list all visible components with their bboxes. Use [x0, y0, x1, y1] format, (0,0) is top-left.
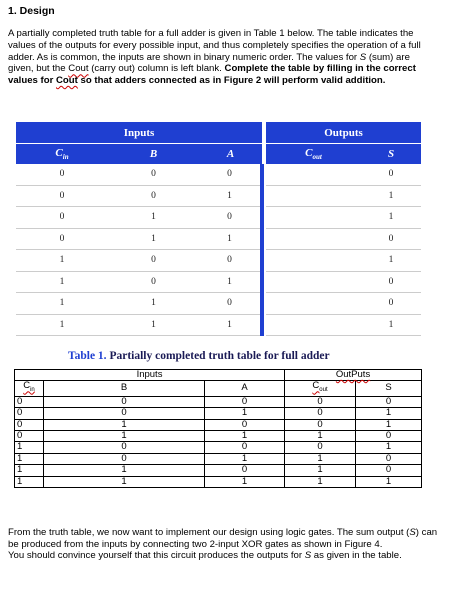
outro-text-4: as given in the table. — [311, 550, 402, 562]
table-row — [15, 408, 422, 419]
cell-cout: 1 — [285, 453, 356, 464]
intro-bold-1: Complete the table by filling in the correct values for — [8, 63, 416, 87]
table-row — [16, 314, 421, 336]
cell-a: 0 — [199, 250, 262, 272]
cell-a: 1 — [205, 408, 285, 419]
cell-a: 0 — [199, 207, 262, 229]
outro-s-var-1: S — [409, 527, 416, 538]
cell-cout — [266, 250, 361, 272]
table1-body — [16, 164, 421, 336]
cell-s: 1 — [361, 207, 421, 229]
table-row — [16, 271, 421, 293]
cell-cout — [266, 293, 361, 315]
cell-s: 0 — [356, 453, 422, 464]
cell-s: 1 — [361, 314, 421, 336]
cell-b: 1 — [44, 476, 205, 487]
cell-b: 0 — [108, 164, 199, 185]
cell-cout — [266, 207, 361, 229]
cell-cin: 0 — [15, 430, 44, 441]
cell-cin: 1 — [16, 293, 108, 315]
cell-a: 0 — [205, 465, 285, 476]
cell-s: 0 — [361, 271, 421, 293]
cell-b: 0 — [44, 408, 205, 419]
cell-s: 1 — [361, 185, 421, 207]
truth-table-styled — [16, 122, 421, 336]
cell-cin: 0 — [16, 164, 108, 185]
cell-s: 0 — [356, 465, 422, 476]
table-row — [15, 465, 422, 476]
cell-s: 0 — [356, 430, 422, 441]
cell-cout — [266, 228, 361, 250]
intro-text-1: A partially completed truth table for a full adder is given in Table 1 below. The table indicates the values of the outputs for every possible input, and thus completely specifies the operation of a full adder. As is common, the inputs are shown in binary numeric order. The values for — [8, 28, 421, 63]
table2-inputs-header: Inputs — [15, 370, 285, 381]
table2-body — [15, 396, 422, 487]
cell-s: 1 — [356, 408, 422, 419]
table1-inputs-header: Inputs — [16, 122, 262, 144]
cell-b: 0 — [44, 442, 205, 453]
table1-col-cout: $C_{out}$ — [266, 144, 361, 165]
table1-caption — [68, 350, 330, 362]
cell-a: 0 — [205, 442, 285, 453]
cell-cin: 1 — [16, 271, 108, 293]
table1-col-a: A — [199, 144, 262, 165]
table2-col-cout: $C_{out}$ — [285, 381, 356, 396]
outro-text-2: ) can be produced from the inputs by connecting two 2-input XOR gates as shown in Figure 4. — [8, 527, 438, 550]
cell-b: 0 — [44, 396, 205, 407]
cell-cout — [266, 185, 361, 207]
cell-s: 0 — [361, 293, 421, 315]
cell-cin: 0 — [15, 419, 44, 430]
cell-a: 1 — [199, 314, 262, 336]
table-row — [16, 164, 421, 185]
cell-s: 1 — [361, 250, 421, 272]
intro-cout-word: Cout — [68, 63, 89, 75]
cell-b: 1 — [44, 419, 205, 430]
table1-col-s: S — [361, 144, 421, 165]
table-row — [16, 228, 421, 250]
cell-s: 1 — [356, 442, 422, 453]
outro-s-var-2: S — [304, 550, 312, 562]
cell-s: 0 — [361, 164, 421, 185]
cell-a: 1 — [205, 476, 285, 487]
table-row — [16, 185, 421, 207]
table1-outputs-header: Outputs — [266, 122, 421, 144]
cell-a: 1 — [205, 453, 285, 464]
table2-col-cin: $C_{in}$ — [15, 381, 44, 396]
cell-cout: 1 — [285, 476, 356, 487]
cell-cin: 0 — [16, 185, 108, 207]
cell-cin: 0 — [16, 228, 108, 250]
cell-a: 0 — [199, 293, 262, 315]
table2-outputs-header: OutPuts — [285, 370, 422, 381]
cell-s: 1 — [356, 419, 422, 430]
cell-cin: 1 — [16, 314, 108, 336]
outro-text-3: You should convince yourself that this circuit produces the outputs for — [8, 550, 305, 562]
table-row — [15, 396, 422, 407]
cell-b: 1 — [108, 314, 199, 336]
cell-a: 1 — [199, 228, 262, 250]
table2-col-a: A — [205, 381, 285, 396]
cell-cin: 1 — [15, 442, 44, 453]
cell-cout — [266, 271, 361, 293]
table2-col-b: B — [44, 381, 205, 396]
cell-a: 0 — [205, 419, 285, 430]
cell-b: 1 — [44, 465, 205, 476]
table-row — [15, 453, 422, 464]
cell-cout: 0 — [285, 442, 356, 453]
section-heading: 1. Design — [8, 5, 55, 17]
cell-a: 1 — [205, 430, 285, 441]
cell-b: 1 — [108, 293, 199, 315]
caption-text: Partially completed truth table for full adder — [106, 350, 330, 362]
intro-s-var: S — [359, 51, 367, 63]
cell-cout: 0 — [285, 396, 356, 407]
cell-a: 1 — [199, 185, 262, 207]
intro-text-2: (sum) are given, but the — [8, 51, 410, 75]
cell-cin: 1 — [15, 453, 44, 464]
table-row — [15, 442, 422, 453]
cell-cin: 0 — [15, 408, 44, 419]
cell-cin: 1 — [15, 465, 44, 476]
cell-b: 0 — [108, 250, 199, 272]
cell-cout — [266, 314, 361, 336]
cell-b: 1 — [108, 207, 199, 229]
truth-table-completed — [14, 369, 422, 488]
cell-cin: 0 — [16, 207, 108, 229]
table2-group-header — [15, 370, 422, 381]
intro-bold-cout: Cout — [56, 75, 78, 87]
table-row — [15, 476, 422, 487]
cell-a: 1 — [199, 271, 262, 293]
cell-a: 0 — [205, 396, 285, 407]
cell-cin: 0 — [15, 396, 44, 407]
outro-text-1: From the truth table, we now want to implement our design using logic gates. The sum output ( — [8, 527, 410, 538]
outro-paragraph — [8, 527, 448, 562]
table-row — [15, 430, 422, 441]
intro-text-3: (carry out) column is left blank. — [88, 63, 225, 75]
cell-cout: 0 — [285, 408, 356, 419]
table-row — [16, 293, 421, 315]
table1-col-cin: $C_{in}$ — [16, 144, 108, 165]
cell-cout: 1 — [285, 430, 356, 441]
cell-s: 1 — [356, 476, 422, 487]
cell-b: 1 — [44, 430, 205, 441]
cell-cout — [266, 164, 361, 185]
caption-number: Table 1. — [68, 350, 107, 362]
table1-col-b: B — [108, 144, 199, 165]
cell-cin: 1 — [15, 476, 44, 487]
table-row — [16, 207, 421, 229]
cell-cout: 1 — [285, 465, 356, 476]
intro-bold-2: so that adders connected as in Figure 2 will perform valid addition. — [77, 75, 386, 87]
table-row — [16, 250, 421, 272]
table1-column-header — [16, 144, 421, 165]
cell-b: 0 — [44, 453, 205, 464]
cell-cin: 1 — [16, 250, 108, 272]
cell-b: 0 — [108, 185, 199, 207]
intro-paragraph — [8, 28, 438, 87]
table2-col-s: S — [356, 381, 422, 396]
cell-s: 0 — [356, 396, 422, 407]
cell-s: 0 — [361, 228, 421, 250]
cell-b: 0 — [108, 271, 199, 293]
table1-group-header — [16, 122, 421, 144]
table2-column-header — [15, 381, 422, 396]
cell-b: 1 — [108, 228, 199, 250]
cell-a: 0 — [199, 164, 262, 185]
table-row — [15, 419, 422, 430]
cell-cout: 0 — [285, 419, 356, 430]
